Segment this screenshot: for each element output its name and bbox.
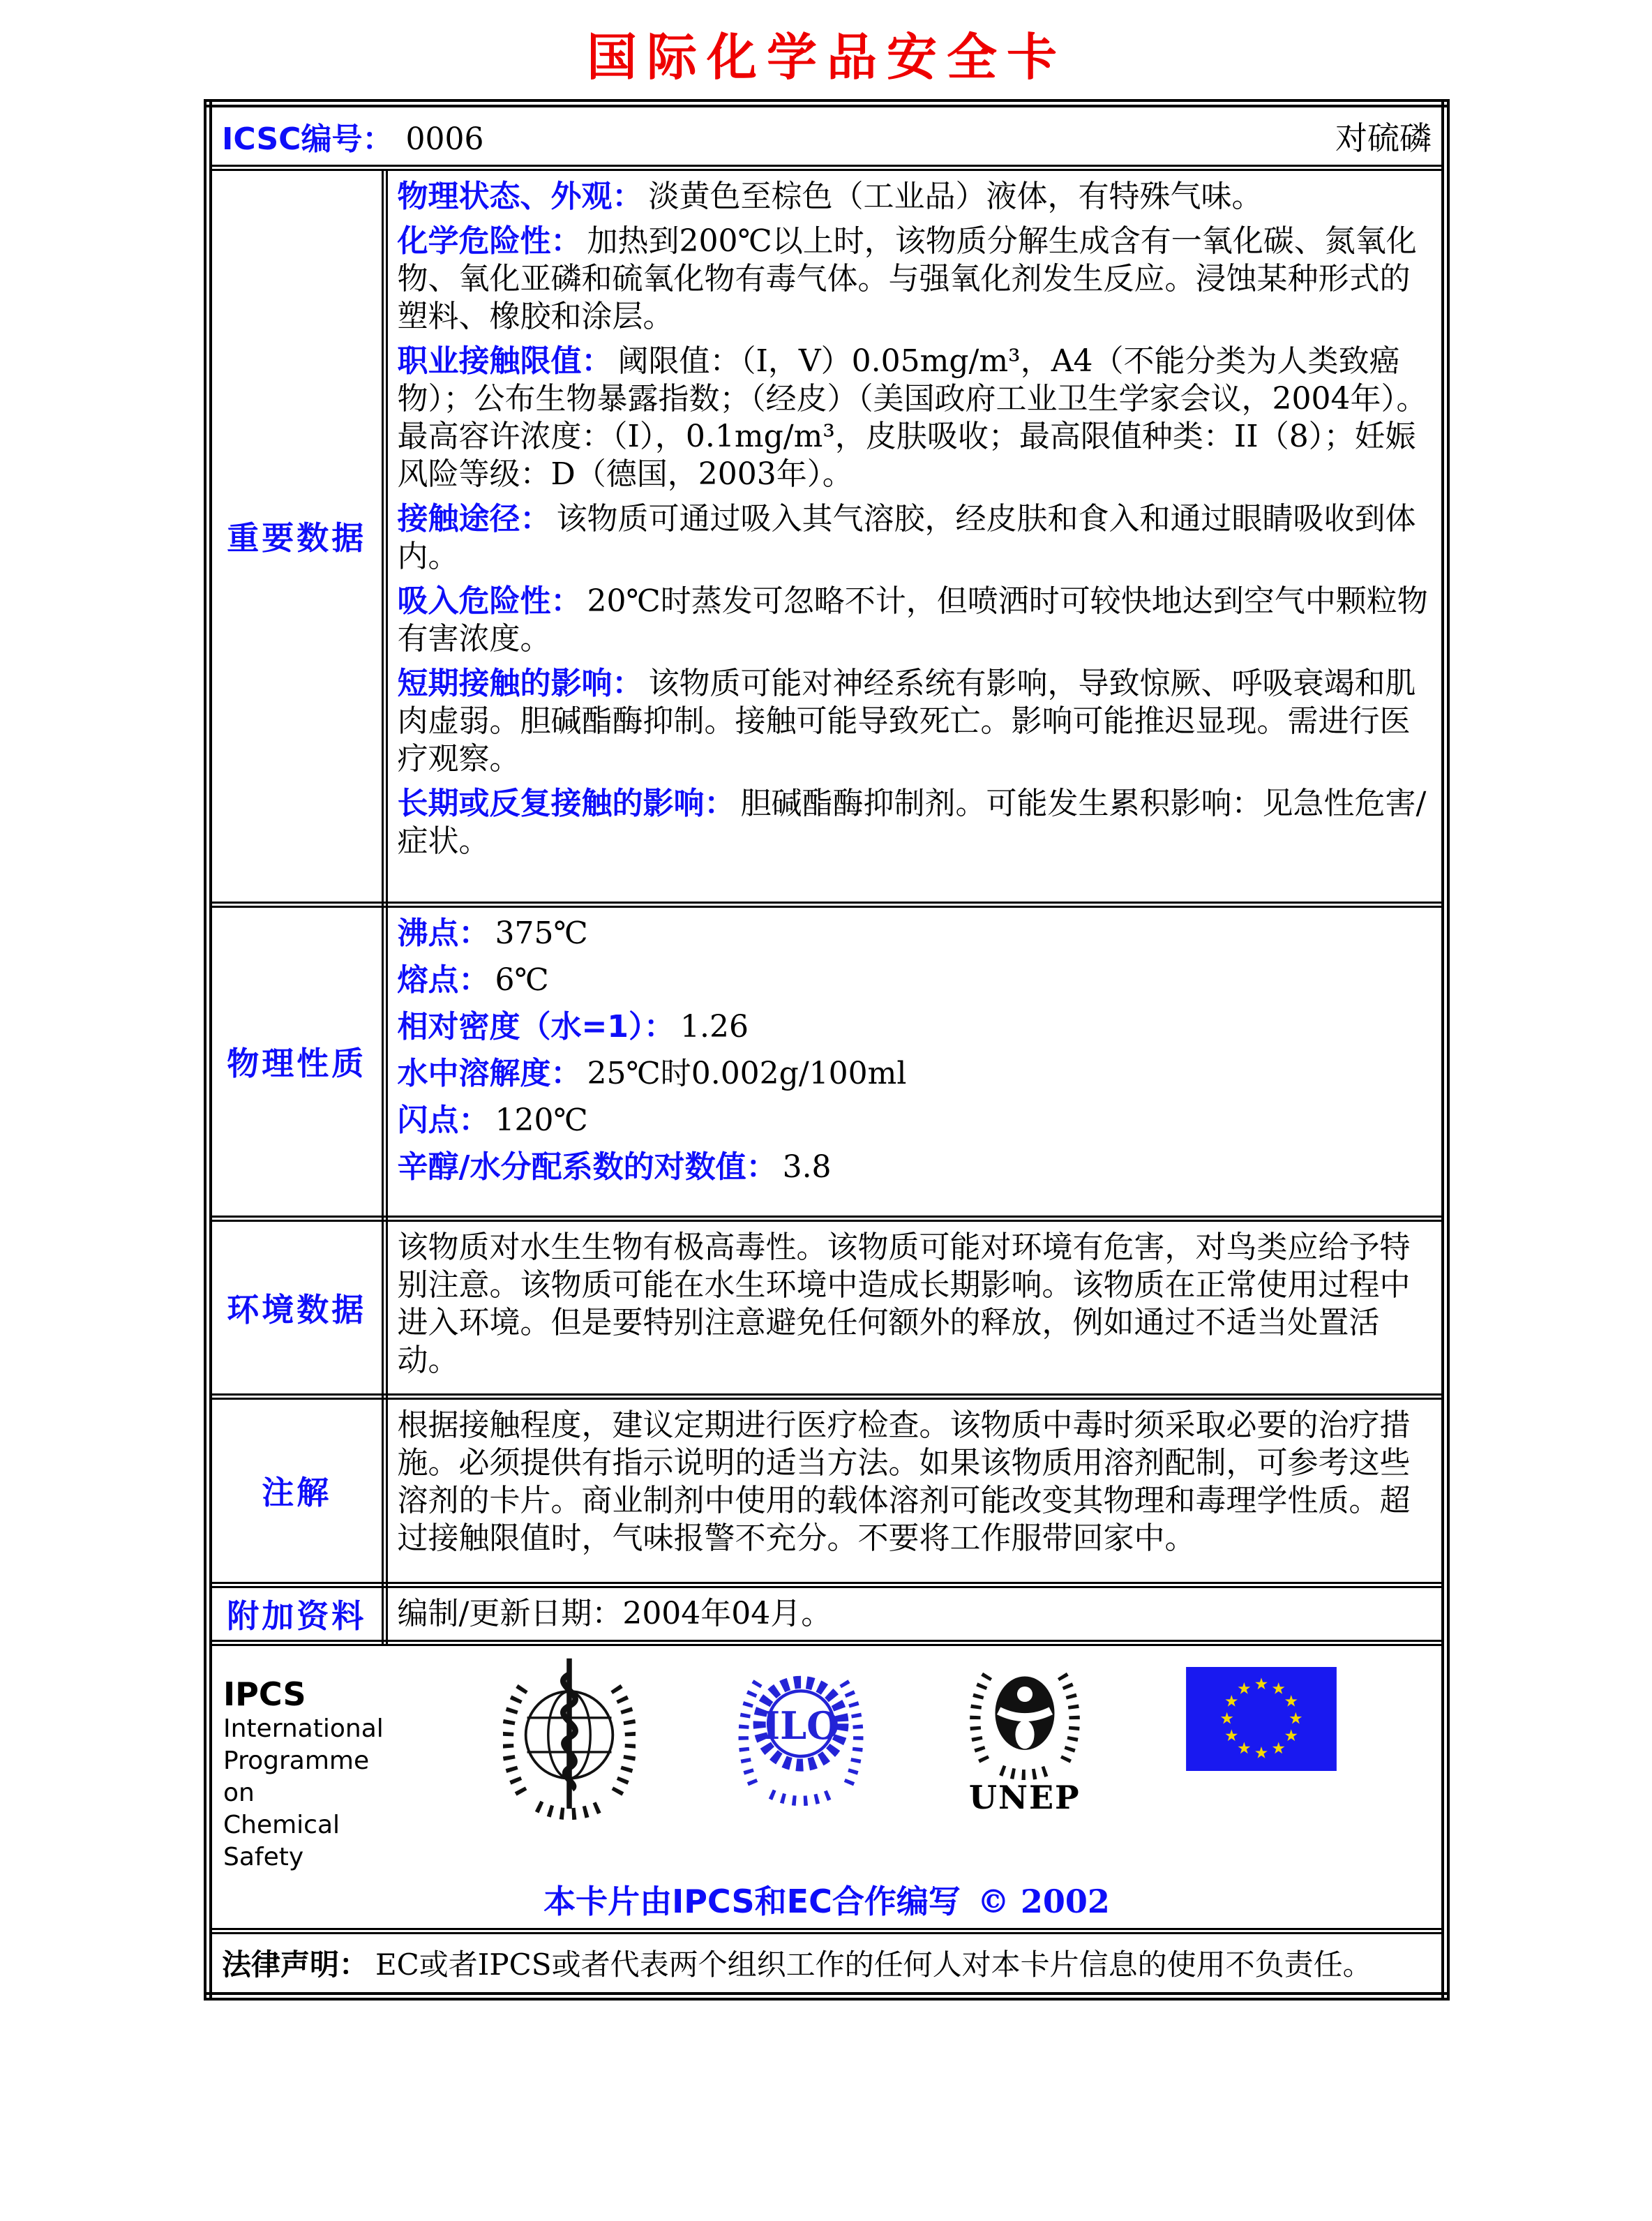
property-value: 375℃ [495,915,588,951]
logo-row [212,1654,1441,1874]
important-data-item [398,343,1432,493]
ilo-logo-icon [738,1656,864,1807]
property-value: 120℃ [495,1102,588,1138]
notes-text: 根据接触程度，建议定期进行医疗检查。该物质中毒时须采取必要的治疗措施。必须提供有指示说明的适当方法。如果该物质用溶剂配制，可参考这些溶剂的卡片。商业制剂中使用的载体溶剂可能改变其物理和毒理学性质。超过接触限值时，气味报警不充分。不要将工作服带回家中。 [397,1407,1411,1556]
environmental-data-text: 该物质对水生生物有极高毒性。该物质可能对环境有危害，对鸟类应给予特别注意。该物质可能在水生环境中造成长期影响。该物质在正常使用过程中进入环境。但是要特别注意避免任何额外的释放，例如通过不适当处置活动。 [397,1229,1411,1378]
section-label-important-data: 重要数据 [208,167,384,904]
environmental-data-row [208,1218,1446,1396]
item-label: 吸入危险性： [397,583,582,619]
additional-info-content [384,1585,1446,1643]
ipcs-subtitle-line: Programme on [223,1746,370,1807]
ipcs-title: IPCS [223,1675,306,1713]
footer-cell [208,1643,1446,1931]
important-data-row [208,167,1446,904]
ipcs-subtitle-line: International [223,1714,384,1743]
environmental-data-content [384,1218,1446,1396]
header-cell [208,103,1446,167]
icsc-number-label: ICSC编号： [222,121,393,157]
important-data-item [398,665,1432,778]
who-logo-icon [503,1656,636,1822]
important-data-item [398,583,1432,658]
chemical-name: 对硫磷 [1335,119,1432,157]
section-label-environmental-data: 环境数据 [208,1218,384,1396]
property-line [398,1149,1432,1195]
notes-content [384,1396,1446,1585]
physical-properties-row [208,904,1446,1218]
item-label: 短期接触的影响： [397,665,643,701]
section-label-additional-info: 附加资料 [208,1585,384,1643]
item-text: 淡黄色至棕色（工业品）液体，有特殊气味。 [648,178,1263,214]
item-text: 加热到200℃以上时，该物质分解生成含有一氧化碳、氮氧化物、氧化亚磷和硫氧化物有毒气体。与强氧化剂发生反应。浸蚀某种形式的塑料、橡胶和涂层。 [397,223,1417,334]
additional-info-text: 编制/更新日期：2004年04月。 [397,1595,832,1631]
copyright-text: © 2002 [977,1882,1110,1920]
header-row [208,103,1446,167]
item-text: 该物质可能对神经系统有影响，导致惊厥、呼吸衰竭和肌肉虚弱。胆碱酯酶抑制。接触可能导致死亡。影响可能推迟显现。需进行医疗观察。 [397,665,1416,777]
eu-flag-icon [1186,1667,1337,1771]
item-text: 该物质可通过吸入其气溶胶，经皮肤和食入和通过眼睛吸收到体内。 [397,500,1416,574]
svg-text:ILO: ILO [762,1703,839,1748]
property-label: 水中溶解度： [397,1055,582,1091]
property-label: 辛醇/水分配系数的对数值： [397,1149,777,1185]
property-line [398,1008,1432,1055]
important-data-item [398,178,1432,216]
property-value: 6℃ [495,962,549,998]
property-label: 闪点： [397,1102,490,1138]
icsc-card-table [204,99,1450,2001]
item-label: 化学危险性： [397,223,582,259]
icsc-number-value: 0006 [405,121,484,157]
important-data-item [398,500,1432,576]
item-text: 胆碱酯酶抑制剂。可能发生累积影响：见急性危害/症状。 [397,785,1427,859]
unep-logo-icon [966,1656,1084,1780]
cooperation-line [212,1876,1441,1922]
property-value: 25℃时0.002g/100ml [587,1055,907,1091]
item-label: 物理状态、外观： [397,178,643,214]
item-label: 长期或反复接触的影响： [397,785,735,821]
item-label: 职业接触限值： [397,343,613,379]
important-data-item [398,223,1432,336]
additional-info-row [208,1585,1446,1643]
page-title: 国际化学品安全卡 [586,28,1067,87]
property-line [398,962,1432,1008]
ipcs-logo-text [223,1656,401,1874]
notes-row [208,1396,1446,1585]
important-data-item [398,785,1432,860]
item-label: 接触途径： [397,500,551,537]
property-label: 沸点： [397,915,490,951]
property-value: 3.8 [782,1149,832,1185]
section-label-physical-properties: 物理性质 [208,904,384,1218]
section-label-notes: 注解 [208,1396,384,1585]
eu-flag-wrap [1186,1656,1337,1774]
property-label: 相对密度（水=1）： [397,1008,675,1045]
unep-label: UNEP [968,1778,1081,1816]
property-line [398,1102,1432,1149]
important-data-content [384,167,1446,904]
item-text: 阈限值：（I，V）0.05mg/m³，A4（不能分类为人类致癌物）；公布生物暴露指数；（经皮）（美国政府工业卫生学家会议，2004年）。最高容许浓度：（I），0.1mg/m³，皮肤吸收；最高限值种类：II（8）；妊娠风险等级：D（德国，2003年）。 [397,343,1427,492]
property-value: 1.26 [679,1008,749,1045]
physical-properties-content [384,904,1446,1218]
property-label: 熔点： [397,962,490,998]
item-text: 20℃时蒸发可忽略不计，但喷洒时可较快地达到空气中颗粒物有害浓度。 [397,583,1428,657]
icsc-number-group [222,114,483,158]
cooperation-text: 本卡片由IPCS和EC合作编写 [543,1882,961,1920]
unep-logo-block [966,1656,1084,1816]
ipcs-subtitle-line: Chemical Safety [223,1810,340,1871]
legal-cell [208,1931,1446,1996]
legal-text: EC或者IPCS或者代表两个组织工作的任何人对本卡片信息的使用不负责任。 [375,1947,1372,1982]
property-line [398,915,1432,962]
legal-row [208,1931,1446,1996]
property-line [398,1055,1432,1102]
legal-label: 法律声明： [222,1947,369,1982]
footer-logos-row [208,1643,1446,1931]
